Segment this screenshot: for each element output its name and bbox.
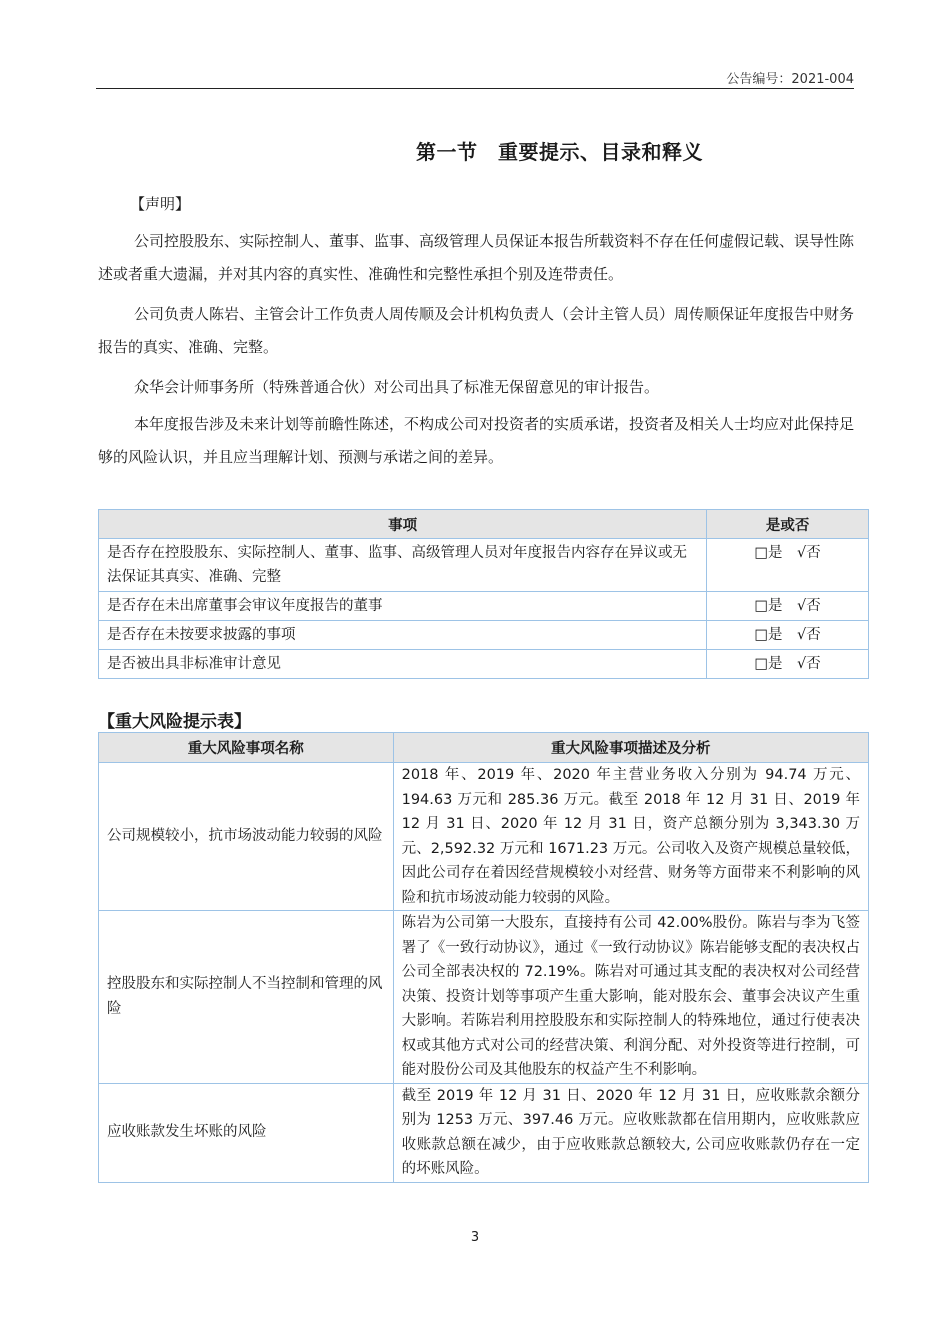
- declaration-label: 【声明】: [130, 195, 191, 213]
- declaration-answer: □是 √否: [707, 650, 869, 679]
- table-header-row: [99, 733, 869, 763]
- risk-name: 应收账款发生坏账的风险: [99, 1083, 394, 1182]
- table-row: [99, 763, 869, 911]
- table-row: [99, 650, 869, 679]
- paragraph-4: 本年度报告涉及未来计划等前瞻性陈述，不构成公司对投资者的实质承诺，投资者及相关人士均应对此保持足够的风险认识，并且应当理解计划、预测与承诺之间的差异。: [98, 415, 855, 466]
- declaration-table: [98, 509, 869, 679]
- paragraph-1: 公司控股股东、实际控制人、董事、监事、高级管理人员保证本报告所载资料不存在任何虚假记载、误导性陈述或者重大遗漏，并对其内容的真实性、准确性和完整性承担个别及连带责任。: [98, 232, 855, 283]
- risk-description: 截至 2019 年 12 月 31 日、2020 年 12 月 31 日，应收账款余额分别为 1253 万元、397.46 万元。应收账款都在信用期内，应收账款应收账款总额在减少，由于应收账款总额较大, 公司应收账款仍存在一定的坏账风险。: [393, 1083, 868, 1182]
- header-divider: [96, 88, 854, 89]
- column-header-item: 事项: [99, 510, 707, 539]
- risk-description: 陈岩为公司第一大股东，直接持有公司 42.00%股份。陈岩与李为飞签署了《一致行动协议》，通过《一致行动协议》陈岩能够支配的表决权占公司全部表决权的 72.19%。陈岩对可通过其支配的表决权对公司经营决策、投资计划等事项产生重大影响，能对股东会、董事会决议产生重大影响。若陈岩利用控股股东和实际控制人的特殊地位，通过行使表决权或其他方式对公司的经营决策、利润分配、对外投资等进行控制，可能对股份公司及其他股东的权益产生不利影响。: [393, 911, 868, 1084]
- declaration-item: 是否存在控股股东、实际控制人、董事、监事、高级管理人员对年度报告内容存在异议或无法保证其真实、准确、完整: [99, 539, 707, 592]
- declaration-item: 是否存在未出席董事会审议年度报告的董事: [99, 592, 707, 621]
- table-row: [99, 592, 869, 621]
- risk-name: 控股股东和实际控制人不当控制和管理的风险: [99, 911, 394, 1084]
- column-header-answer: 是或否: [707, 510, 869, 539]
- page-number: 3: [470, 1230, 480, 1245]
- announcement-code: 公告编号：2021-004: [726, 72, 854, 87]
- declaration-item: 是否存在未按要求披露的事项: [99, 621, 707, 650]
- risk-table: [98, 732, 869, 1183]
- paragraph-2: 公司负责人陈岩、主管会计工作负责人周传顺及会计机构负责人（会计主管人员）周传顺保证年度报告中财务报告的真实、准确、完整。: [98, 305, 855, 356]
- declaration-item: 是否被出具非标准审计意见: [99, 650, 707, 679]
- declaration-answer: □是 √否: [707, 592, 869, 621]
- table-row: [99, 911, 869, 1084]
- risk-name: 公司规模较小，抗市场波动能力较弱的风险: [99, 763, 394, 911]
- table-row: [99, 621, 869, 650]
- table-row: [99, 1083, 869, 1182]
- paragraph-3: 众华会计师事务所（特殊普通合伙）对公司出具了标准无保留意见的审计报告。: [134, 378, 660, 396]
- table-row: [99, 539, 869, 592]
- column-header-risk-name: 重大风险事项名称: [99, 733, 394, 763]
- risk-description: 2018 年、2019 年、2020 年主营业务收入分别为 94.74 万元、194.63 万元和 285.36 万元。截至 2018 年 12 月 31 日、2019 年 12 月 31 日、2020 年 12 月 31 日，资产总额分别为 3,343.30 万元、2,592.32 万元和 1671.23 万元。公司收入及资产规模总量较低，因此公司存在着因经营规模较小对经营、财务等方面带来不利影响的风险和抗市场波动能力较弱的风险。: [393, 763, 868, 911]
- column-header-risk-description: 重大风险事项描述及分析: [393, 733, 868, 763]
- table-header-row: [99, 510, 869, 539]
- section-title: 第一节 重要提示、目录和释义: [416, 140, 703, 164]
- declaration-answer: □是 √否: [707, 621, 869, 650]
- risk-table-heading: 【重大风险提示表】: [98, 712, 251, 732]
- declaration-answer: □是 √否: [707, 539, 869, 592]
